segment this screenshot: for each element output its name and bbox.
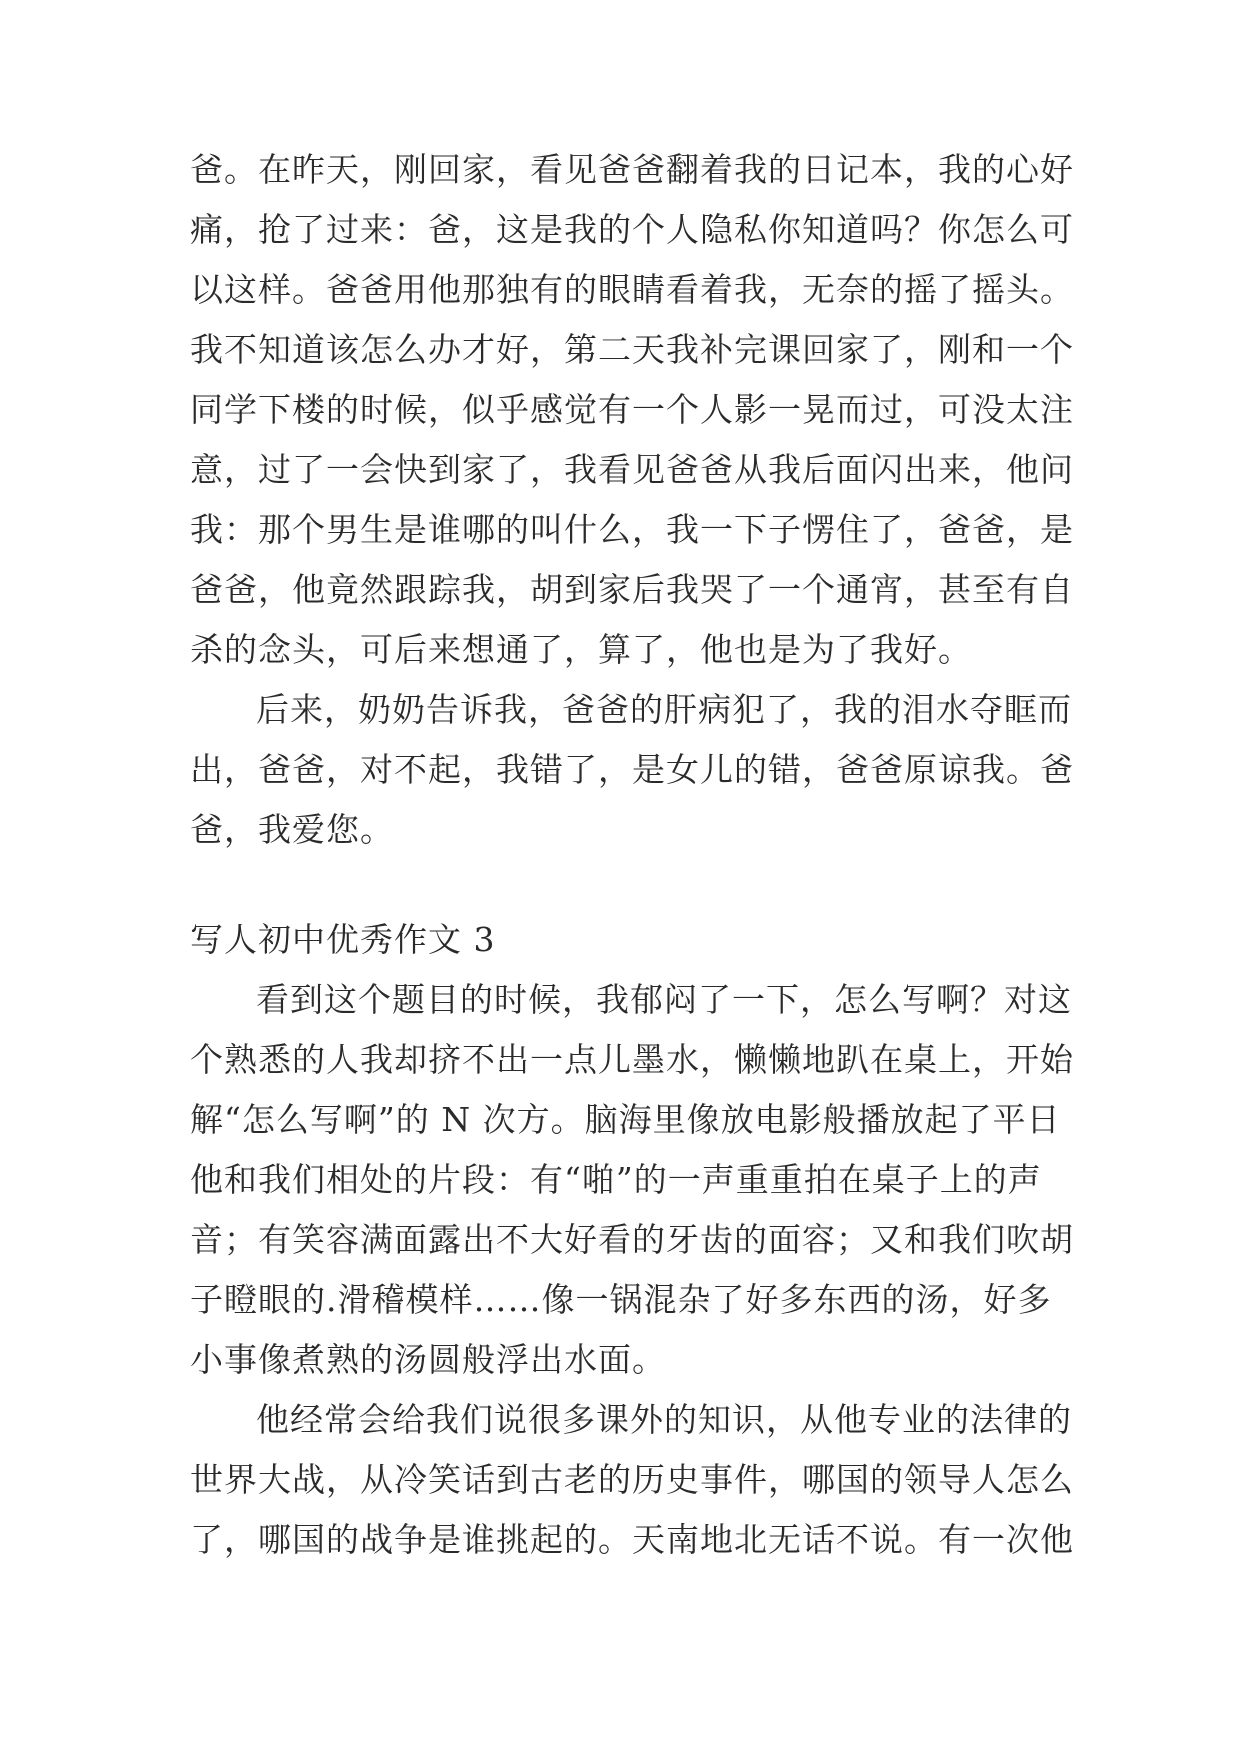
text-line: 个熟悉的人我却挤不出一点儿墨水，懒懒地趴在桌上，开始 <box>190 1040 1074 1079</box>
paragraph-start-line: 他经常会给我们说很多课外的知识，从他专业的法律的 <box>256 1400 1072 1439</box>
text-line: 爸爸，他竟然跟踪我，胡到家后我哭了一个通宵，甚至有自 <box>190 570 1074 609</box>
text-line: 爸，我爱您。 <box>190 810 394 849</box>
paragraph-start-line: 后来，奶奶告诉我，爸爸的肝病犯了，我的泪水夺眶而 <box>256 690 1072 729</box>
text-line: 我不知道该怎么办才好，第二天我补完课回家了，刚和一个 <box>190 330 1074 369</box>
text-line: 解“怎么写啊”的 N 次方。脑海里像放电影般播放起了平日 <box>190 1100 1061 1139</box>
text-line: 子瞪眼的.滑稽模样……像一锅混杂了好多东西的汤，好多 <box>190 1280 1052 1319</box>
text-line: 意，过了一会快到家了，我看见爸爸从我后面闪出来，他问 <box>190 450 1074 489</box>
text-line: 以这样。爸爸用他那独有的眼睛看着我，无奈的摇了摇头。 <box>190 270 1074 309</box>
text-line: 世界大战，从冷笑话到古老的历史事件，哪国的领导人怎么 <box>190 1460 1074 1499</box>
text-line: 小事像煮熟的汤圆般浮出水面。 <box>190 1340 666 1379</box>
paragraph-start-line: 看到这个题目的时候，我郁闷了一下，怎么写啊？对这 <box>256 980 1072 1019</box>
text-line: 出，爸爸，对不起，我错了，是女儿的错，爸爸原谅我。爸 <box>190 750 1074 789</box>
text-line: 爸。在昨天，刚回家，看见爸爸翻着我的日记本，我的心好 <box>190 150 1074 189</box>
text-line: 了，哪国的战争是谁挑起的。天南地北无话不说。有一次他 <box>190 1520 1074 1559</box>
section-heading: 写人初中优秀作文 3 <box>190 920 496 959</box>
text-line: 我：那个男生是谁哪的叫什么，我一下子愣住了，爸爸，是 <box>190 510 1074 549</box>
text-line: 他和我们相处的片段：有“啪”的一声重重拍在桌子上的声 <box>190 1160 1042 1199</box>
text-line: 音；有笑容满面露出不大好看的牙齿的面容；又和我们吹胡 <box>190 1220 1074 1259</box>
text-line: 同学下楼的时候，似乎感觉有一个人影一晃而过，可没太注 <box>190 390 1074 429</box>
text-line: 杀的念头，可后来想通了，算了，他也是为了我好。 <box>190 630 972 669</box>
text-line: 痛，抢了过来：爸，这是我的个人隐私你知道吗？你怎么可 <box>190 210 1074 249</box>
